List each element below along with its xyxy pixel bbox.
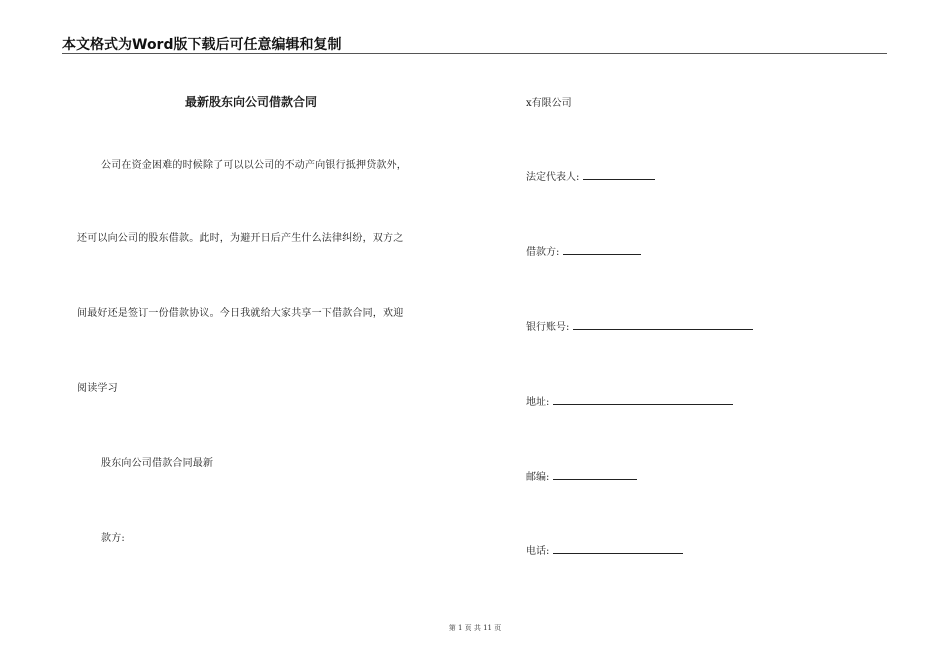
borrower-label: 借款方:	[526, 247, 560, 258]
document-title: 最新股东向公司借款合同	[185, 95, 318, 109]
phone-field	[526, 542, 683, 557]
phone-label: 电话:	[526, 546, 550, 557]
intro-line-2: 还可以向公司的股东借款。此时，为避开日后产生什么法律纠纷，双方之	[77, 233, 404, 244]
phone-blank	[553, 543, 683, 554]
header-divider	[62, 53, 887, 54]
borrower-blank	[563, 244, 641, 255]
bank-account-blank	[573, 319, 753, 330]
address-blank	[553, 394, 733, 405]
intro-line-3: 间最好还是签订一份借款协议。今日我就给大家共享一下借款合同，欢迎	[77, 308, 404, 319]
intro-line-1: 公司在资金困难的时候除了可以以公司的不动产向银行抵押贷款外，	[101, 160, 407, 171]
postcode-field	[526, 468, 637, 483]
company-name-text: x有限公司	[526, 98, 572, 109]
party-label: 款方:	[101, 533, 125, 544]
page-indicator: 第 1 页 共 11 页	[448, 624, 502, 632]
legal-representative-blank	[583, 169, 655, 180]
intro-line-4: 阅读学习	[77, 383, 118, 394]
borrower-field	[526, 243, 641, 258]
address-label: 地址:	[526, 397, 550, 408]
bank-account-label: 银行账号:	[526, 322, 570, 333]
address-field	[526, 393, 733, 408]
bank-account-field	[526, 318, 753, 333]
postcode-blank	[553, 469, 637, 480]
section-heading: 股东向公司借款合同最新	[101, 458, 214, 469]
company-name	[526, 94, 572, 109]
document-header-banner: 本文格式为Word版下载后可任意编辑和复制	[62, 37, 342, 53]
legal-representative-field	[526, 168, 655, 183]
legal-representative-label: 法定代表人:	[526, 172, 580, 183]
postcode-label: 邮编:	[526, 472, 550, 483]
